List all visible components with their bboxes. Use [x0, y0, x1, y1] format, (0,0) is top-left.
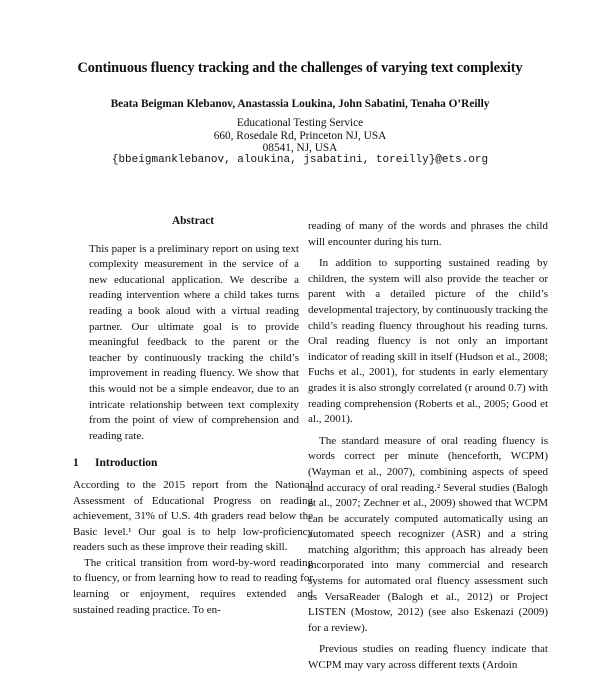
author-emails: {bbeigmanklebanov, aloukina, jsabatini, toreilly}@ets.org	[111, 154, 489, 166]
section-heading-introduction	[73, 456, 313, 472]
abstract-text: This paper is a preliminary report on using text complexity measurement in the service of a new educational application. We describe a reading intervention where a child takes turns reading a book aloud with a virtual reading partner. Our ultimate goal is to provide meaningful feedback to the parent or the teacher by continuously tracking the child’s improvement in reading fluency. We show that this would not be a simple endeavor, due to an intricate relationship between text complexity from the point of view of comprehension and reading rate.	[89, 242, 299, 442]
author-list: Beata Beigman Klebanov, Anastassia Loukina, John Sabatini, Tenaha O’Reilly	[110, 98, 490, 110]
right-paragraph-continued: reading of many of the words and phrases the child will encounter during his turn.	[308, 220, 548, 248]
right-column	[308, 219, 548, 674]
paper-title: Continuous fluency tracking and the challenges of varying text complexity	[77, 60, 523, 76]
right-paragraph-2: The standard measure of oral reading fluency is words correct per minute (henceforth, WCPM) (Wayman et al., 2007), combining aspects of speed and accuracy of oral reading.² Several studies (Balogh et al., 2007; Zechner et al., 2009) showed that WCPM can be accurately computed automatically using an automated speech recognizer (ASR) and a string matching algorithm; this approach has already been incorporated into many commercial and research systems for automated oral fluency assessment such as VersaReader (Balogh et al., 2012) or Project LISTEN (Mostow, 2012) (see also Eskenazi (2009) for a review).	[308, 434, 548, 634]
right-paragraph-3: Previous studies on reading fluency indicate that WCPM may vary across different texts (Ardoin	[308, 643, 548, 672]
affiliation-line-1: Educational Testing Service	[236, 117, 364, 129]
affiliation-line-3: 08541, NJ, USA	[262, 142, 338, 154]
right-paragraph-1: In addition to supporting sustained reading by children, the system will also provide the teacher or parent with a detailed picture of the child’s developmental trajectory, by continuously tracking the child’s reading fluency throughout his reading turns. Oral reading fluency is not only an important indicator of reading skill in itself (Hudson et al., 2008; Fuchs et al., 2001), for students in early elementary grades it is also strongly correlated (r around 0.7) with reading comprehension (Roberts et al., 2005; Good et al., 2001).	[308, 257, 548, 426]
affiliation-line-2: 660, Rosedale Rd, Princeton NJ, USA	[213, 130, 387, 142]
intro-paragraph-2: The critical transition from word-by-word reading to fluency, or from learning how to read to reading for learning or enjoyment, requires extended and sustained reading practice. To en-	[73, 556, 313, 616]
left-column	[73, 214, 313, 618]
intro-paragraph-1: According to the 2015 report from the National Assessment of Educational Progress on reading achievement, 31% of U.S. 4th graders read below the Basic level.¹ Our goal is to help low-proficiency readers such as these improve their reading skill.	[73, 478, 313, 554]
section-number: 1	[73, 457, 79, 470]
abstract-heading: Abstract	[171, 215, 215, 227]
section-title: Introduction	[95, 457, 158, 470]
